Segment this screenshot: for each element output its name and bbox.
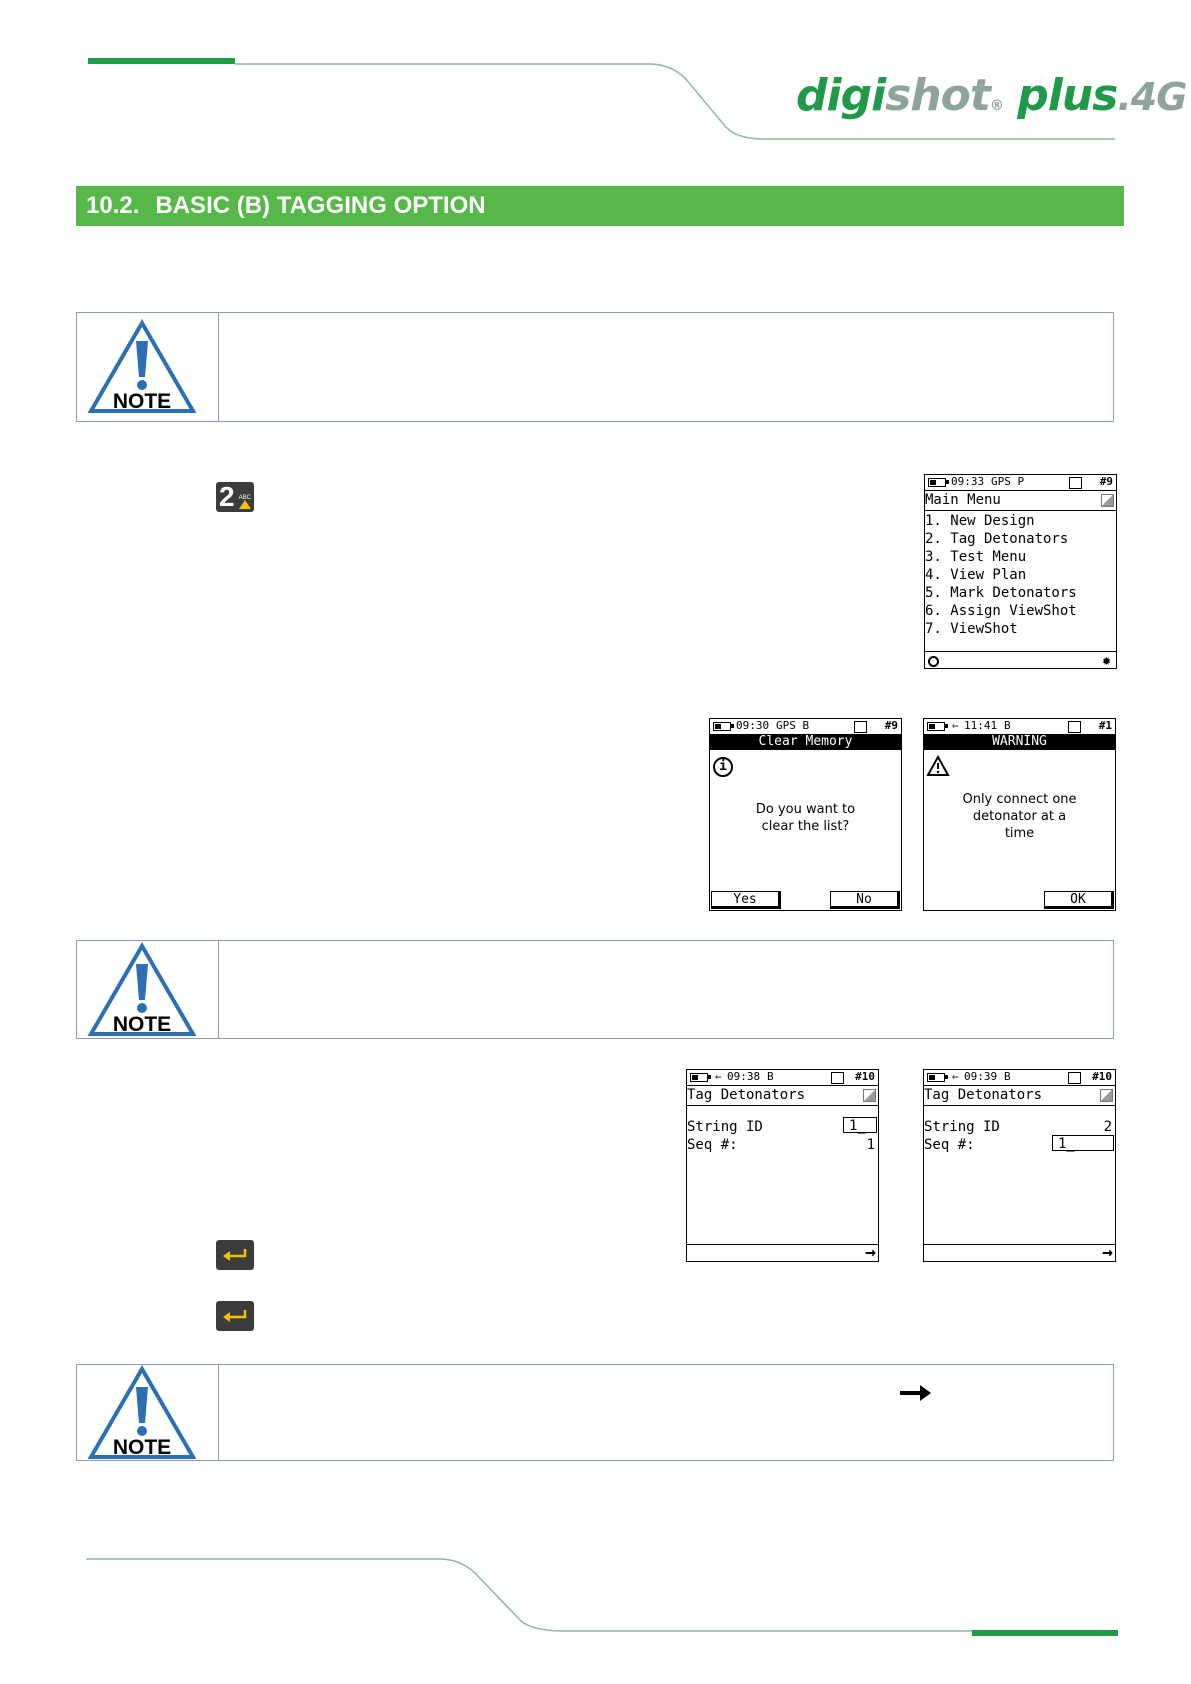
warning-icon [926,755,950,777]
status-bar: ⇐ 11:41 B #1 [924,719,1115,734]
screen-title: Main Menu [925,491,1116,511]
menu-item-viewshot: 7. ViewShot [925,621,1018,637]
note-divider [218,1365,219,1460]
note-box-3 [76,1364,1114,1461]
warning-note-icon [87,319,197,415]
signal-icon [854,721,867,733]
plug-icon: ⇐ [715,1070,722,1083]
dialog-message: Do you want to clear the list? [755,802,856,834]
battery-icon [690,1073,708,1082]
enter-key-icon [216,1240,254,1270]
section-number: 10.2. [86,192,140,219]
screen-footer [687,1244,878,1261]
screen-footer [924,1244,1115,1261]
warning-note-icon [87,942,197,1038]
tag-detonators-screen-1 [686,1069,879,1262]
warning-note-icon [87,1365,197,1461]
signal-icon [1068,721,1081,733]
lock-icon [928,656,939,667]
enter-key-icon [216,1301,254,1331]
section-title: BASIC (B) TAGGING OPTION [155,192,486,219]
battery-icon [928,478,946,487]
screen-title: Tag Detonators [924,1086,1115,1106]
screen-footer [925,651,1116,668]
no-button: No [830,891,900,909]
menu-item-view-plan: 4. View Plan [925,567,1027,583]
string-id-row: String ID 2 [924,1119,1112,1135]
signal-icon [1069,477,1082,489]
seq-row: Seq #: 1 [687,1137,875,1153]
tag-detonators-screen-2 [923,1069,1116,1262]
note-box-2 [76,940,1114,1039]
string-id-field: 1_ [843,1117,877,1133]
footer-decoration [0,1540,1191,1640]
gear-icon: ✹ [1101,651,1111,669]
seq-value: 1 [866,1137,875,1153]
signal-icon [1068,1072,1081,1084]
screen-title: Clear Memory [710,734,901,750]
string-id-value: 2 [1103,1119,1112,1135]
string-id-row: String ID 1_ [687,1118,878,1136]
screen-title: WARNING [924,734,1115,750]
digishot-logo: digishot® plus.4G [796,70,1187,121]
note-divider [218,313,219,421]
status-bar: 09:30 GPS B #9 [710,719,901,734]
status-bar: ⇐ 09:39 B #10 [924,1070,1115,1086]
seq-field: 1_ [1052,1135,1114,1151]
status-bar: 09:33 GPS P #9 [925,475,1116,491]
signal-icon [831,1072,844,1084]
right-arrow-icon [898,1382,932,1404]
battery-icon [927,722,945,731]
ok-button: OK [1044,891,1114,909]
info-icon: i [713,757,733,777]
main-menu-screen [924,474,1117,669]
menu-item-test-menu: 3. Test Menu [925,549,1027,565]
screen-title: Tag Detonators [687,1086,878,1106]
note-divider [218,941,219,1038]
right-arrow-icon: → [1102,1242,1113,1262]
svg-text:NOTE: NOTE [112,1013,172,1036]
key-2-icon: 2 ABC [216,482,254,512]
seq-row: Seq #: 1_ [924,1136,1115,1154]
menu-item-mark-detonators: 5. Mark Detonators [925,585,1077,601]
battery-icon [927,1073,945,1082]
battery-icon [713,722,731,731]
menu-item-tag-detonators: 2. Tag Detonators [925,531,1069,547]
svg-text:NOTE: NOTE [112,1436,172,1459]
warning-screen [923,718,1116,911]
menu-item-new-design: 1. New Design [925,513,1035,529]
note-box-1 [76,312,1114,422]
svg-text:NOTE: NOTE [112,390,172,413]
right-arrow-icon: → [865,1242,876,1262]
section-heading [76,186,1124,226]
yes-button: Yes [711,891,781,909]
dialog-message: Only connect one detonator at a time [962,792,1077,841]
clear-memory-screen [709,718,902,911]
plug-icon: ⇐ [952,1070,959,1083]
menu-item-assign-viewshot: 6. Assign ViewShot [925,603,1077,619]
status-bar: ⇐ 09:38 B #10 [687,1070,878,1086]
plug-icon: ⇐ [952,719,959,732]
